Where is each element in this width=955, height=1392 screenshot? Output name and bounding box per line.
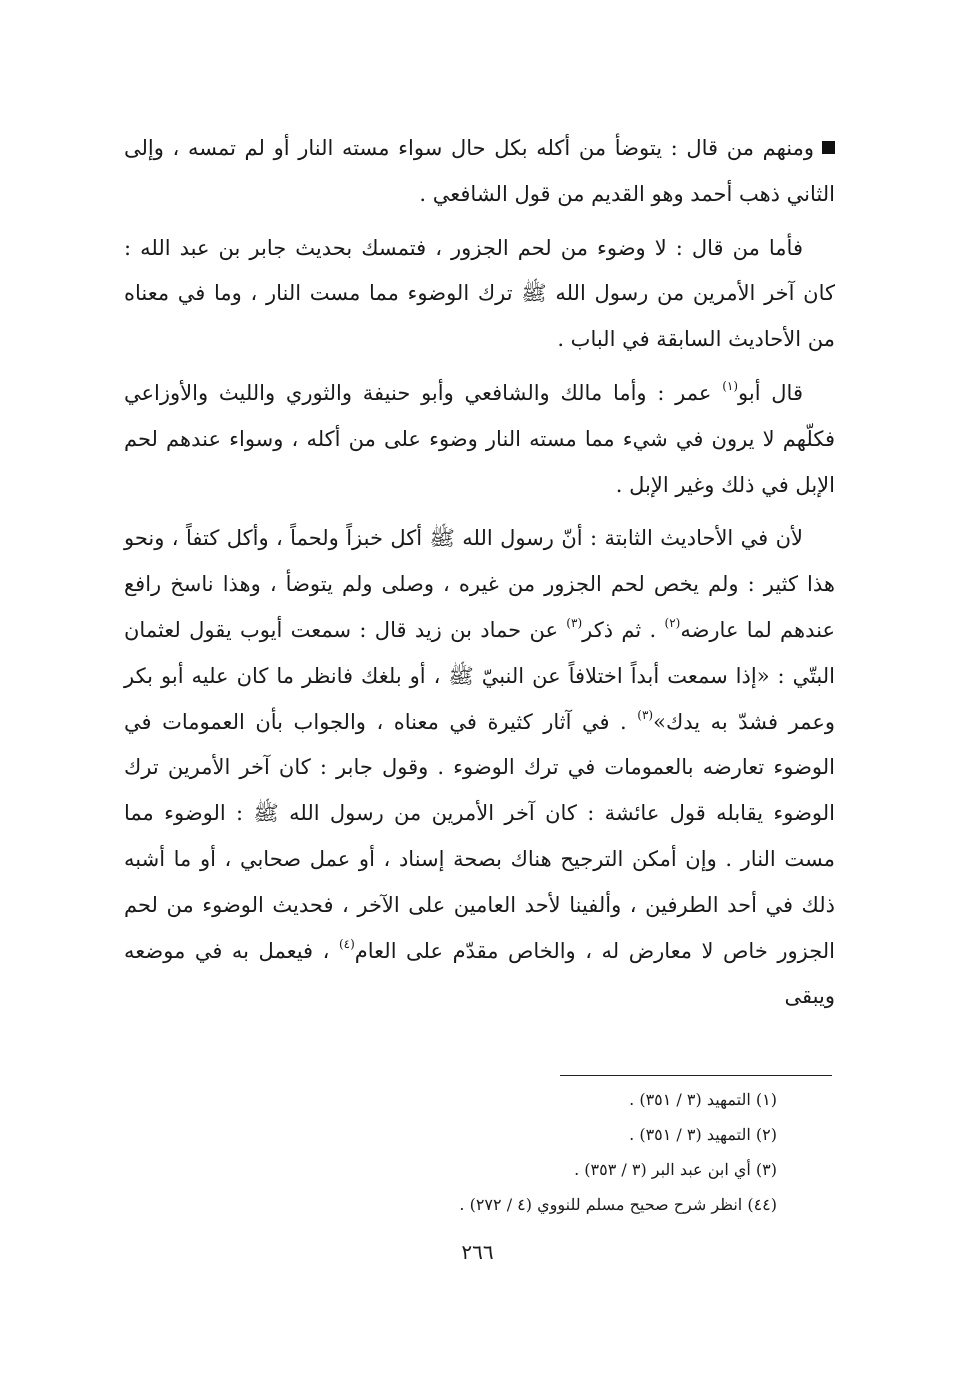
footnote-mark-2: (٢) xyxy=(664,615,681,630)
paragraph-1: ومنهم من قال : يتوضأ من أكله بكل حال سواء مسته النار أو لم تمسه ، وإلى الثاني ذهب أحمد وهو القديم من قول الشافعي . xyxy=(124,136,835,206)
paragraph-4: لأن في الأحاديث الثابتة : أنّ رسول الله ﷺ أكل خبزاً ولحماً ، وأكل كتفاً ، ونحو هذا كثير : ولم يخص لحم الجزور من غيره ، وصلى ولم يتوضأ ، وهذا ناسخ رافع عندهم لما عارضه$^{(٢)}$ . ثم ذكر$^{(٣)}$ عن حماد بن زيد قال : سمعت أيوب يقول لعثمان البتّي : «إذا سمعت أبداً اختلافاً عن النبيّ ﷺ ، أو بلغك فانظر ما كان عليه أبو بكر وعمر فشدّ به يدك»$^{(٣)}$ . في آثار كثيرة في معناه ، والجواب بأن العمومات في الوضوء تعارضه بالعمومات في ترك الوضوء . وقول جابر : كان آخر الأمرين ترك الوضوء يقابله قول عائشة : كان آخر الأمرين من رسول الله ﷺ : الوضوء مما مست النار . وإن أمكن الترجيح هناك بصحة إسناد ، أو عمل صحابي ، أو ما أشبه ذلك في أحد الطرفين ، وألفينا لأحد العامين على الآخر ، فحديث الوضوء من لحم الجزور خاص لا معارض له ، والخاص مقدّم على العام$^{(٤)}$ ، فيعمل به في موضعه ويبقى xyxy=(124,526,835,1009)
footnote-divider xyxy=(560,1075,832,1076)
footnote-mark-1: (١) xyxy=(722,378,739,393)
main-text xyxy=(124,126,835,1028)
paragraph-2: فأما من قال : لا وضوء من لحم الجزور ، فتمسك بحديث جابر بن عبد الله : كان آخر الأمرين من رسول الله ﷺ ترك الوضوء مما مست النار ، وما في معناه من الأحاديث السابقة في الباب . xyxy=(124,235,835,352)
footnote-mark-3b: (٣) xyxy=(637,707,654,722)
page-number: ٢٦٦ xyxy=(461,1240,494,1264)
footnotes-list xyxy=(377,1082,777,1222)
footnote-4: (٤٤) انظر شرح صحيح مسلم للنووي (٤ / ٢٧٢) . xyxy=(459,1195,777,1214)
paragraph-3: قال أبو$^{(١)}$ عمر : وأما مالك والشافعي وأبو حنيفة والثوري والليث والأوزاعي فكلّهم لا يرون في شيء مما مسته النار وضوء على من أكله ، وسواء عندهم لحم الإبل في ذلك وغير الإبل . xyxy=(124,378,835,497)
footnote-mark-4: (٤) xyxy=(338,936,355,951)
footnote-1: (١) التمهيد (٣ / ٣٥١) . xyxy=(629,1090,777,1109)
footnote-mark-3: (٣) xyxy=(566,615,583,630)
footnote-2: (٢) التمهيد (٣ / ٣٥١) . xyxy=(629,1125,777,1144)
footnote-3: (٣) أي ابن عبد البر (٣ / ٣٥٣) . xyxy=(574,1160,777,1179)
square-bullet-icon xyxy=(822,141,835,154)
